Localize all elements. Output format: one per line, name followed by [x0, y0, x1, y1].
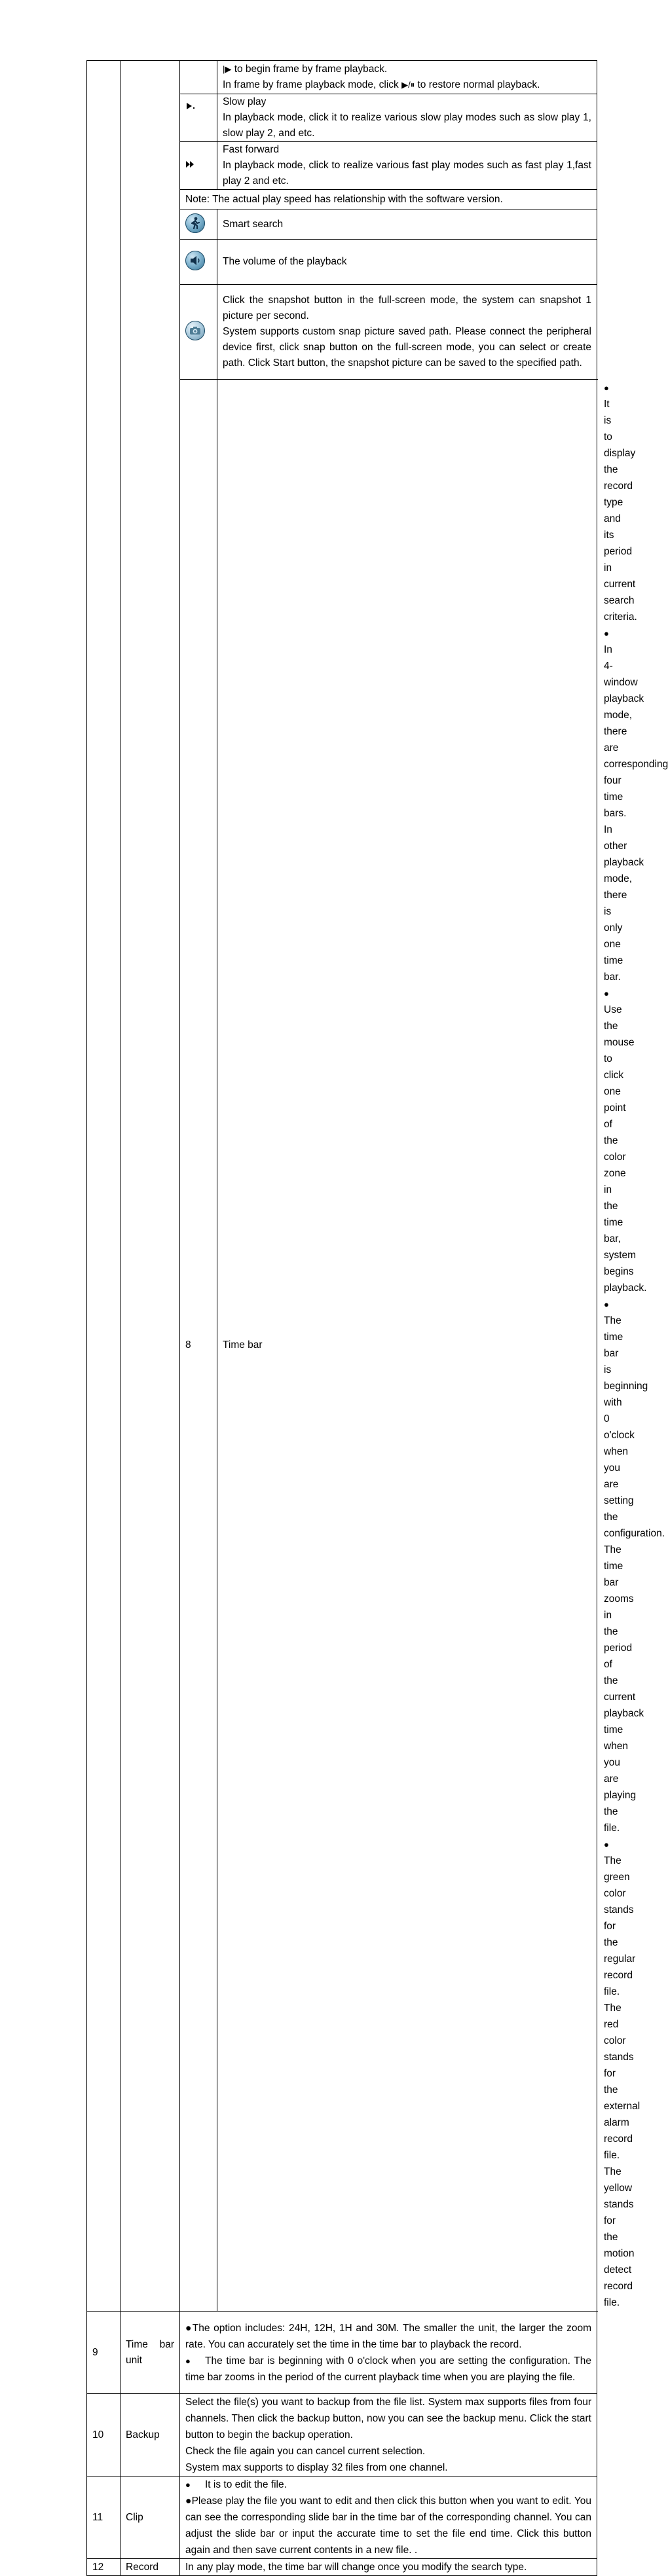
backup-para3: System max supports to display 32 files from one channel. [185, 2462, 448, 2473]
record-desc: In any play mode, the time bar will change once you modify the search type. [180, 2559, 597, 2576]
slow-play-icon-cell [180, 94, 217, 142]
list-item: ●The option includes: 24H, 12H, 1H and 30M. The smaller the unit, the larger the zoom rate. You can accurately set the time in the time bar to playback the record. [185, 2322, 591, 2350]
snapshot-para1: Click the snapshot button in the full-screen mode, the system can snapshot 1 picture per second. [223, 295, 591, 321]
slow-play-title: Slow play [223, 96, 267, 107]
slow-play-text: In playback mode, click it to realize various slow play modes such as slow play 1, slow play 2, and etc. [223, 112, 591, 139]
backup-para2: Check the file again you can cancel current selection. [185, 2446, 426, 2457]
snapshot-icon-cell [180, 285, 217, 380]
frame-step-icon: |▶ [223, 64, 232, 74]
frame-by-frame-desc: |▶ to begin frame by frame playback. In frame by frame playback mode, click ▶/⏸ to restore normal playback. [217, 61, 597, 94]
fast-forward-title: Fast forward [223, 144, 280, 155]
list-item: ● It is to edit the file. [185, 2476, 591, 2493]
row-name: Time bar unit [121, 2312, 180, 2394]
volume-icon-cell [180, 240, 217, 285]
list-item: ●Please play the file you want to edit and then click this button when you want to edit. You can see the corresponding slide bar in the time bar of the corresponding channel. You can adjust the slide bar or input the accurate time to set the file end time. Click this button again and then save current contents in a new file. . [185, 2495, 591, 2556]
play-pause-icon: ▶/⏸ [401, 80, 415, 90]
slow-play-icon [185, 102, 196, 110]
volume-icon [185, 251, 205, 270]
snapshot-desc [217, 285, 597, 380]
row-number: 10 [87, 2394, 121, 2476]
row-name: Time bar [217, 380, 597, 2312]
row-number: 8 [180, 380, 217, 2312]
speed-note: Note: The actual play speed has relationship with the software version. [180, 190, 597, 209]
backup-desc [180, 2394, 597, 2476]
time-bar-unit-desc [180, 2312, 597, 2394]
icon-cell-empty [180, 61, 217, 94]
function-table: |▶ to begin frame by frame playback. In frame by frame playback mode, click ▶/⏸ to restore normal playback. Slow play In playback mode, click it to realize various slow play modes such as slow play 1, slow play 2, and etc. Fast forward In playback mode, click to realize various fast play modes such as fast play 1,fast play 2 and etc. Note: The actual play speed has relationship with the software version. Smart search The volume of the playback Click the snapshot button in the full-screen mode, the system can snapshot 1 picture per second. System supports custom snap picture saved path. Please connect the peripheral device first, click snap button on the full-screen mode, you can select or create path. Click Start button, the snapshot picture can be saved to the specified path. 8 Time bar It is to display the record type and its period in current search criteria. In 4-window playback mode, there are corresponding four time bars. In other playback mode, there is only one time bar. Use the mouse to click one point of the color zone in the time bar, system begins playback. The time bar is beginning with 0 o'clock when you are setting the configuration. The time bar zooms in the period of the current playback time when you are playing the file. The green color stands for the regular record file. The red color stands for the external alarm record file. The yellow stands for the motion detect record file. 9 Time bar unit ●The option includes: 24H, 12H, 1H and 30M. The smaller the unit, the larger the zoom rate. You can accurately set the time in the time bar to playback the record. ● The time bar is beginning with 0 o'clock when you are setting the configuration. The time bar zooms in the period of the current playback time when you are playing the file. 10 Backup Select the file(s) you want to backup from the file list. System max supports files from four channels. Then click the backup button, now you can see the backup menu. Click the start button to begin the backup operation. Check the file again you can cancel current selection. System max supports to display 32 files from one channel. 11 Clip ● It is to edit the file. ●Please play the file you want to edit and then click this button when you want to edit. You can see the corresponding slide bar in the time bar of the corresponding channel. You can adjust the slide bar or input the accurate time to set the file end time. Click this button again and then save current contents in a new file. . 12 Record In any play mode, the time bar will change once you modify the search type. [86, 60, 597, 2576]
fast-forward-icon [185, 160, 195, 168]
fast-forward-text: In playback mode, click to realize various fast play modes such as fast play 1,fast play 2 and etc. [223, 160, 591, 187]
list-item: ● The time bar is beginning with 0 o'clock when you are setting the configuration. The time bar zooms in the period of the current playback time when you are playing the file. [185, 2353, 591, 2386]
smart-search-label: Smart search [217, 209, 597, 240]
row-name: Record [121, 2559, 180, 2576]
row-name: Clip [121, 2476, 180, 2559]
snapshot-icon [185, 321, 205, 340]
backup-para1: Select the file(s) you want to backup from the file list. System max supports files from four channels. Then click the backup button, now you can see the backup menu. Click the start button to begin the backup operation. [185, 2397, 591, 2440]
name-cell-continued [121, 61, 180, 2312]
num-cell-continued [87, 61, 121, 2312]
fast-forward-desc [217, 142, 597, 190]
row-number: 11 [87, 2476, 121, 2559]
volume-label: The volume of the playback [217, 240, 597, 285]
clip-desc [180, 2476, 597, 2559]
snapshot-para2: System supports custom snap picture saved path. Please connect the peripheral device first, click snap button on the full-screen mode, you can select or create path. Click Start button, the snapshot picture can be saved to the specified path. [223, 326, 591, 369]
slow-play-desc [217, 94, 597, 142]
row-number: 9 [87, 2312, 121, 2394]
row-name: Backup [121, 2394, 180, 2476]
smart-search-icon [185, 213, 205, 233]
fast-forward-icon-cell [180, 142, 217, 190]
smart-search-icon-cell [180, 209, 217, 240]
row-number: 12 [87, 2559, 121, 2576]
